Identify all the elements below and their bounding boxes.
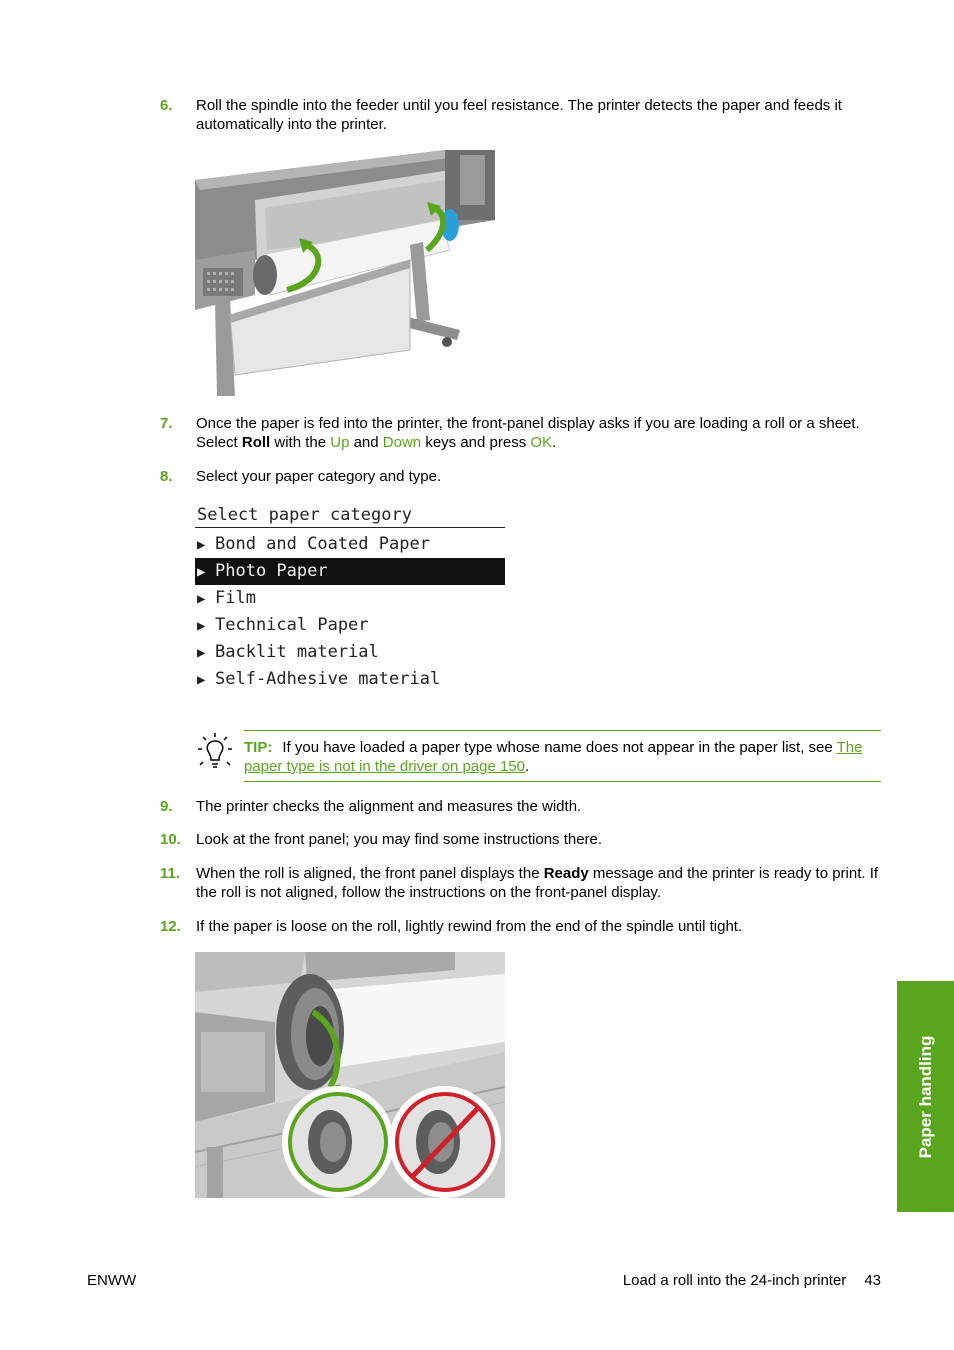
ok-key: OK [530, 434, 553, 451]
roll-keyword: Roll [241, 434, 271, 451]
step-text: Once the paper is fed into the printer, the front-panel display asks if you are loading a roll or a sheet. Select Roll with the Up and Down keys and press OK. [196, 415, 860, 451]
triangle-icon: ▶ [197, 564, 206, 580]
step-number: 10. [160, 831, 181, 848]
menu-item[interactable]: ▶ Backlit material [195, 639, 505, 666]
front-panel-menu [195, 503, 505, 693]
side-tab-label: Paper handling [915, 1035, 935, 1158]
triangle-icon: ▶ [197, 645, 206, 661]
step-11 [160, 864, 890, 902]
menu-item[interactable]: ▶ Self-Adhesive material [195, 666, 505, 693]
menu-item[interactable]: ▶ Technical Paper [195, 612, 505, 639]
footer-left: ENWW [87, 1272, 137, 1289]
step-6 [160, 96, 890, 134]
step-7 [160, 414, 890, 452]
triangle-icon: ▶ [197, 537, 206, 553]
triangle-icon: ▶ [197, 591, 206, 607]
step-9 [160, 797, 890, 816]
step-number: 7. [160, 415, 173, 432]
printer-spindle-illustration [195, 150, 495, 396]
step-text: Select your paper category and type. [196, 468, 442, 485]
menu-item[interactable]: ▶ Film [195, 585, 505, 612]
step-number: 9. [160, 798, 173, 815]
page-number: 43 [864, 1272, 881, 1289]
ready-keyword: Ready [543, 865, 589, 882]
step-10 [160, 830, 890, 849]
step-text: The printer checks the alignment and measures the width. [196, 798, 582, 815]
tip-text: TIP: If you have loaded a paper type whose name does not appear in the paper list, see The paper type is not in the driver on page 150. [244, 739, 863, 775]
step-text: Roll the spindle into the feeder until you feel resistance. The printer detects the paper and feeds it automatically into the printer. [196, 97, 842, 133]
menu-item[interactable]: ▶ Bond and Coated Paper [195, 531, 505, 558]
triangle-icon: ▶ [197, 618, 206, 634]
step-number: 8. [160, 468, 173, 485]
up-key: Up [330, 434, 350, 451]
step-number: 6. [160, 97, 173, 114]
section-side-tab[interactable] [897, 981, 954, 1212]
step-number: 11. [160, 865, 181, 882]
footer-right [623, 1272, 881, 1289]
lightbulb-icon [197, 733, 233, 777]
down-key: Down [382, 434, 422, 451]
step-text: If the paper is loose on the roll, lightly rewind from the end of the spindle until tight. [196, 918, 743, 935]
triangle-icon: ▶ [197, 672, 206, 688]
tip-box [244, 730, 881, 782]
spindle-closeup-illustration [195, 952, 505, 1198]
step-12 [160, 917, 890, 936]
tip-label: TIP: [244, 739, 273, 756]
step-8 [160, 467, 890, 486]
menu-item-selected[interactable]: ▶ Photo Paper [195, 558, 505, 585]
step-text: When the roll is aligned, the front panel displays the Ready message and the printer is ready to print. If the roll is not aligned, follow the instructions on the front-panel display. [196, 865, 879, 901]
menu-title: Select paper category [195, 503, 505, 528]
step-text: Look at the front panel; you may find some instructions there. [196, 831, 603, 848]
footer-section: Load a roll into the 24-inch printer [622, 1272, 847, 1289]
tip-link[interactable]: The paper type is not in the driver on page 150 [244, 739, 863, 775]
step-number: 12. [160, 918, 181, 935]
